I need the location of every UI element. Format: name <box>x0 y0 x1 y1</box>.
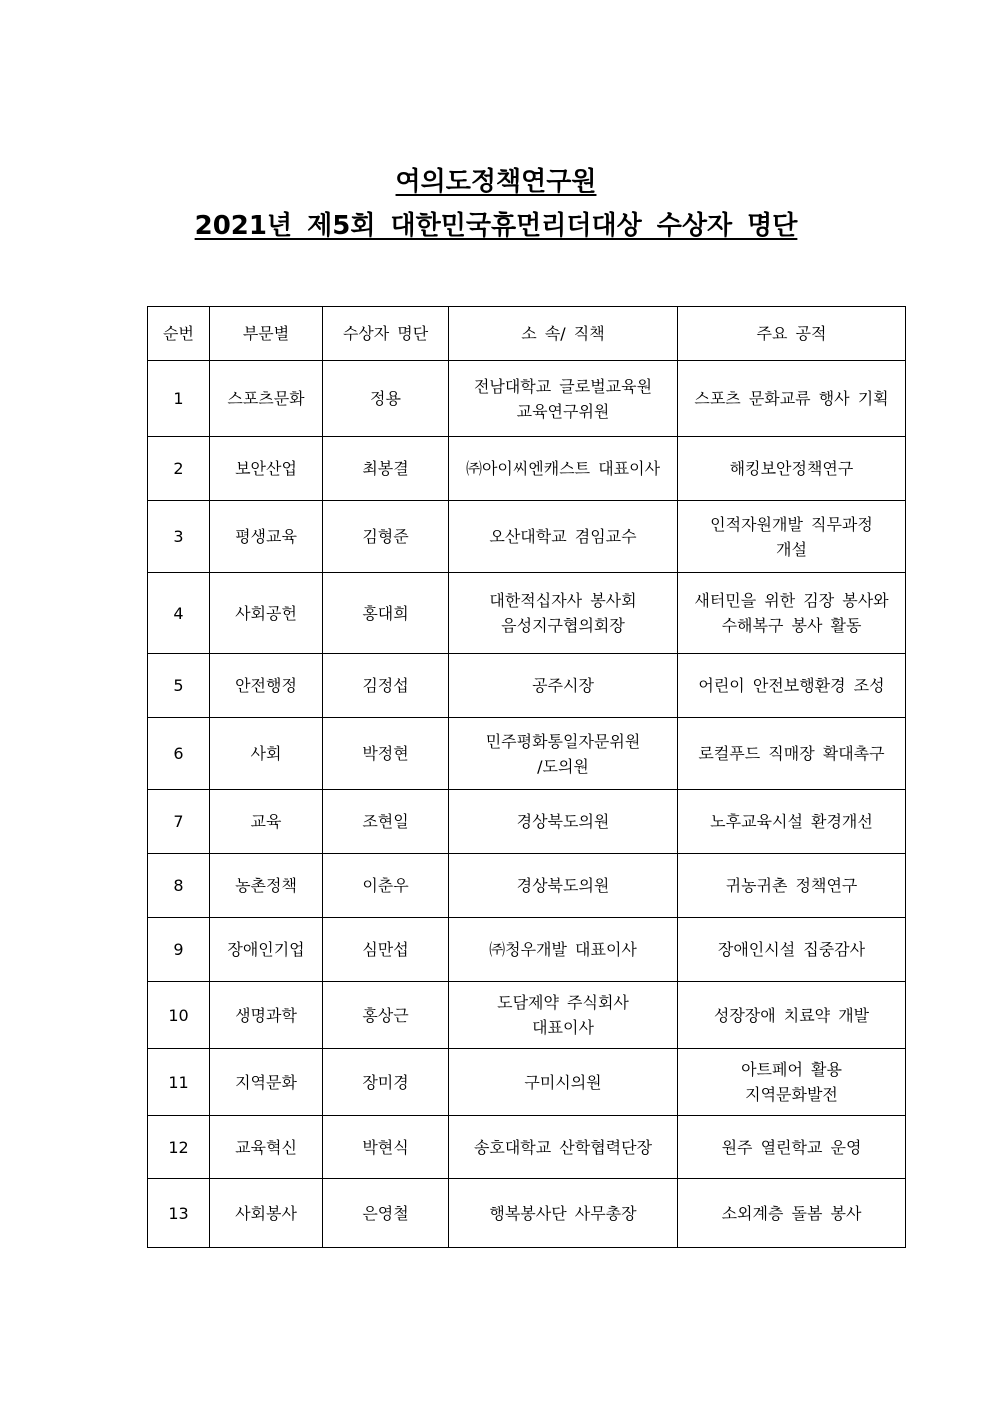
cell-number: 7 <box>148 790 210 854</box>
cell-affiliation: ㈜청우개발 대표이사 <box>449 918 678 982</box>
table-row <box>148 854 906 918</box>
cell-number: 2 <box>148 437 210 501</box>
cell-category: 사회 <box>210 718 323 790</box>
header-number: 순번 <box>148 307 210 361</box>
cell-achievement: 성장장애 치료약 개발 <box>678 982 906 1049</box>
cell-affiliation: 경상북도의원 <box>449 854 678 918</box>
cell-achievement: 해킹보안정책연구 <box>678 437 906 501</box>
cell-affiliation: 공주시장 <box>449 654 678 718</box>
cell-achievement: 노후교육시설 환경개선 <box>678 790 906 854</box>
cell-achievement: 로컬푸드 직매장 확대촉구 <box>678 718 906 790</box>
cell-category: 농촌정책 <box>210 854 323 918</box>
cell-number: 12 <box>148 1116 210 1179</box>
table-row <box>148 1116 906 1179</box>
cell-awardee: 김형준 <box>323 501 449 573</box>
cell-awardee: 은영철 <box>323 1179 449 1248</box>
cell-category: 안전행정 <box>210 654 323 718</box>
cell-number: 5 <box>148 654 210 718</box>
title-block <box>0 160 992 248</box>
cell-category: 장애인기업 <box>210 918 323 982</box>
cell-category: 지역문화 <box>210 1049 323 1116</box>
cell-awardee: 최봉결 <box>323 437 449 501</box>
cell-achievement: 원주 열린학교 운영 <box>678 1116 906 1179</box>
cell-number: 6 <box>148 718 210 790</box>
cell-awardee: 심만섭 <box>323 918 449 982</box>
cell-affiliation: 도담제약 주식회사 대표이사 <box>449 982 678 1049</box>
cell-category: 교육혁신 <box>210 1116 323 1179</box>
cell-achievement: 아트페어 활용 지역문화발전 <box>678 1049 906 1116</box>
cell-achievement: 어린이 안전보행환경 조성 <box>678 654 906 718</box>
cell-awardee: 장미경 <box>323 1049 449 1116</box>
header-category: 부문별 <box>210 307 323 361</box>
table-row <box>148 654 906 718</box>
cell-awardee: 박현식 <box>323 1116 449 1179</box>
cell-achievement: 새터민을 위한 김장 봉사와 수해복구 봉사 활동 <box>678 573 906 654</box>
cell-affiliation: 민주평화통일자문위원 /도의원 <box>449 718 678 790</box>
cell-number: 10 <box>148 982 210 1049</box>
cell-category: 생명과학 <box>210 982 323 1049</box>
document-title: 여의도정책연구원 <box>395 167 597 197</box>
table-row <box>148 437 906 501</box>
cell-number: 11 <box>148 1049 210 1116</box>
cell-number: 13 <box>148 1179 210 1248</box>
table-row <box>148 790 906 854</box>
cell-affiliation: 행복봉사단 사무총장 <box>449 1179 678 1248</box>
cell-affiliation: 구미시의원 <box>449 1049 678 1116</box>
cell-category: 교육 <box>210 790 323 854</box>
cell-awardee: 이춘우 <box>323 854 449 918</box>
cell-awardee: 정용 <box>323 361 449 437</box>
table-row <box>148 982 906 1049</box>
table-row <box>148 501 906 573</box>
cell-achievement: 소외계층 돌봄 봉사 <box>678 1179 906 1248</box>
header-affiliation: 소 속/ 직책 <box>449 307 678 361</box>
cell-number: 8 <box>148 854 210 918</box>
cell-category: 보안산업 <box>210 437 323 501</box>
cell-awardee: 김정섭 <box>323 654 449 718</box>
cell-number: 9 <box>148 918 210 982</box>
cell-achievement: 장애인시설 집중감사 <box>678 918 906 982</box>
cell-awardee: 조현일 <box>323 790 449 854</box>
cell-achievement: 귀농귀촌 정책연구 <box>678 854 906 918</box>
cell-affiliation: 전남대학교 글로벌교육원 교육연구위원 <box>449 361 678 437</box>
cell-awardee: 홍대희 <box>323 573 449 654</box>
cell-achievement: 스포츠 문화교류 행사 기획 <box>678 361 906 437</box>
document-subtitle: 2021년 제5회 대한민국휴먼리더대상 수상자 명단 <box>194 211 798 241</box>
cell-achievement: 인적자원개발 직무과정 개설 <box>678 501 906 573</box>
table-row <box>148 573 906 654</box>
cell-awardee: 홍상근 <box>323 982 449 1049</box>
table-row <box>148 1049 906 1116</box>
cell-category: 사회봉사 <box>210 1179 323 1248</box>
cell-affiliation: 대한적십자사 봉사회 음성지구협의회장 <box>449 573 678 654</box>
cell-number: 1 <box>148 361 210 437</box>
table-header-row <box>148 307 906 361</box>
cell-affiliation: ㈜아이씨엔캐스트 대표이사 <box>449 437 678 501</box>
table-row <box>148 1179 906 1248</box>
table-row <box>148 918 906 982</box>
cell-number: 4 <box>148 573 210 654</box>
cell-category: 스포츠문화 <box>210 361 323 437</box>
table-row <box>148 718 906 790</box>
cell-category: 평생교육 <box>210 501 323 573</box>
cell-number: 3 <box>148 501 210 573</box>
awardee-table <box>147 306 906 1248</box>
header-awardee: 수상자 명단 <box>323 307 449 361</box>
cell-affiliation: 송호대학교 산학협력단장 <box>449 1116 678 1179</box>
table-row <box>148 361 906 437</box>
header-achievement: 주요 공적 <box>678 307 906 361</box>
cell-category: 사회공헌 <box>210 573 323 654</box>
cell-affiliation: 경상북도의원 <box>449 790 678 854</box>
cell-awardee: 박정현 <box>323 718 449 790</box>
cell-affiliation: 오산대학교 겸임교수 <box>449 501 678 573</box>
